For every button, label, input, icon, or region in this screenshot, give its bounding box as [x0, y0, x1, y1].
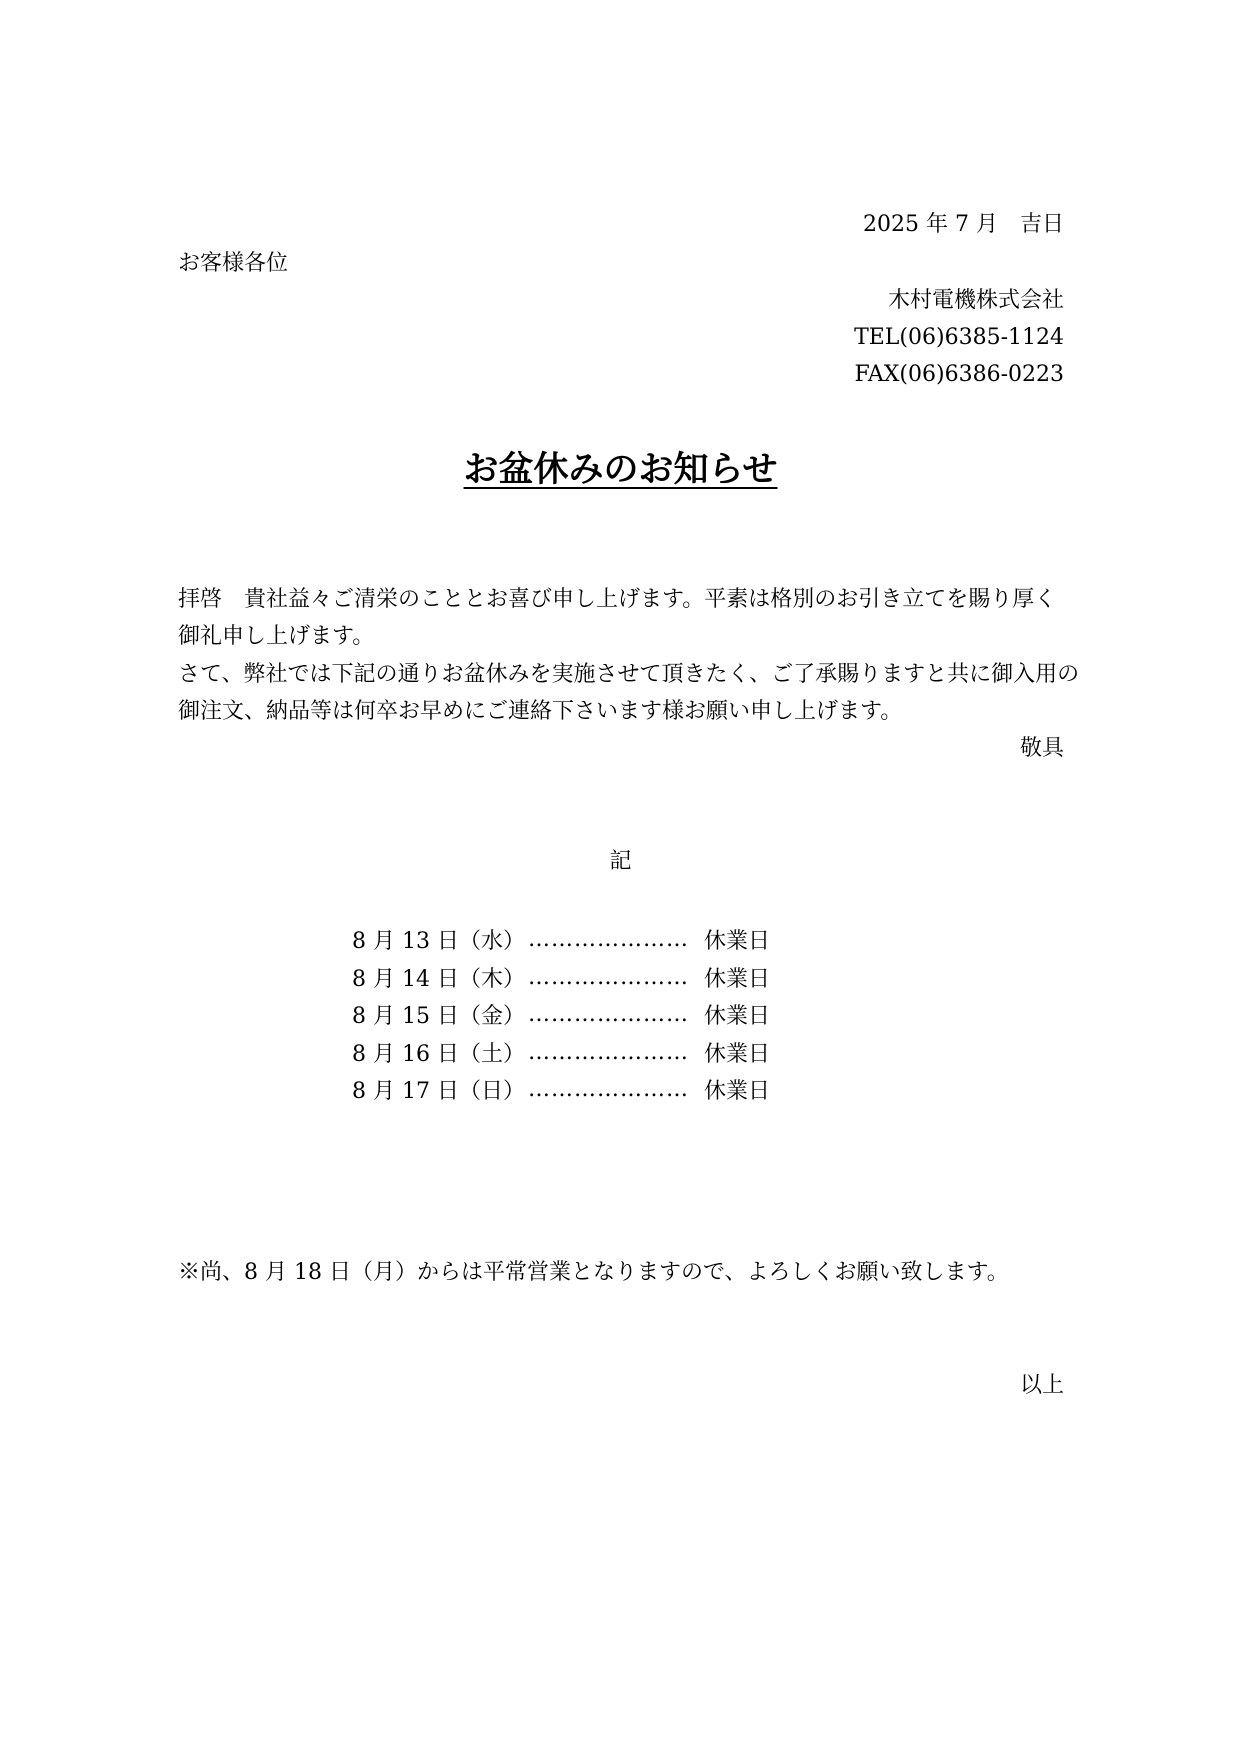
holiday-leader-dots: ………………… — [528, 927, 689, 953]
closing-ijou: 以上 — [1019, 1373, 1064, 1398]
holiday-leader-dots: ………………… — [528, 1039, 689, 1065]
holiday-row — [352, 996, 804, 1034]
body-line-4: 御注文、納品等は何卒お早めにご連絡下さいます様お願い申し上げます。 — [178, 699, 903, 724]
holiday-row — [352, 1034, 804, 1072]
holiday-date: 8 月 14 日（木） — [352, 966, 525, 992]
company-tel: TEL(06)6385-1124 — [854, 325, 1064, 350]
holiday-leader-dots: ………………… — [528, 1077, 689, 1103]
holiday-row — [352, 921, 804, 959]
issue-date: 2025 年 7 月 吉日 — [863, 212, 1064, 237]
holiday-row — [352, 959, 804, 997]
holiday-date: 8 月 16 日（土） — [352, 1041, 525, 1067]
holiday-status: 休業日 — [704, 1041, 771, 1067]
holiday-status: 休業日 — [704, 966, 771, 992]
holiday-status: 休業日 — [704, 1079, 771, 1105]
body-line-2: 御礼申し上げます。 — [178, 624, 375, 649]
holiday-list — [352, 921, 804, 1109]
company-fax: FAX(06)6386-0223 — [854, 362, 1064, 387]
document-title-text: お盆休みのお知らせ — [463, 450, 778, 490]
holiday-date: 8 月 17 日（日） — [352, 1079, 525, 1105]
holiday-row — [352, 1071, 804, 1109]
holiday-leader-dots: ………………… — [528, 1002, 689, 1028]
document-title — [0, 448, 1241, 492]
holiday-date: 8 月 13 日（水） — [352, 929, 525, 955]
holiday-status: 休業日 — [704, 1004, 771, 1030]
recipient: お客様各位 — [178, 251, 289, 276]
holiday-date: 8 月 15 日（金） — [352, 1004, 525, 1030]
holiday-status: 休業日 — [704, 929, 771, 955]
body-line-1: 拝啓 貴社益々ご清栄のこととお喜び申し上げます。平素は格別のお引き立てを賜り厚く — [178, 587, 1057, 612]
body-line-3: さて、弊社では下記の通りお盆休みを実施させて頂きたく、ご了承賜りますと共に御入用の — [178, 662, 1080, 687]
note-line: ※尚、8 月 18 日（月）からは平常営業となりますので、よろしくお願い致します。 — [178, 1260, 1009, 1285]
holiday-leader-dots: ………………… — [528, 964, 689, 990]
ki-heading: 記 — [609, 849, 632, 874]
closing-keigu: 敬具 — [1019, 736, 1064, 761]
company-name: 木村電機株式会社 — [887, 288, 1064, 313]
